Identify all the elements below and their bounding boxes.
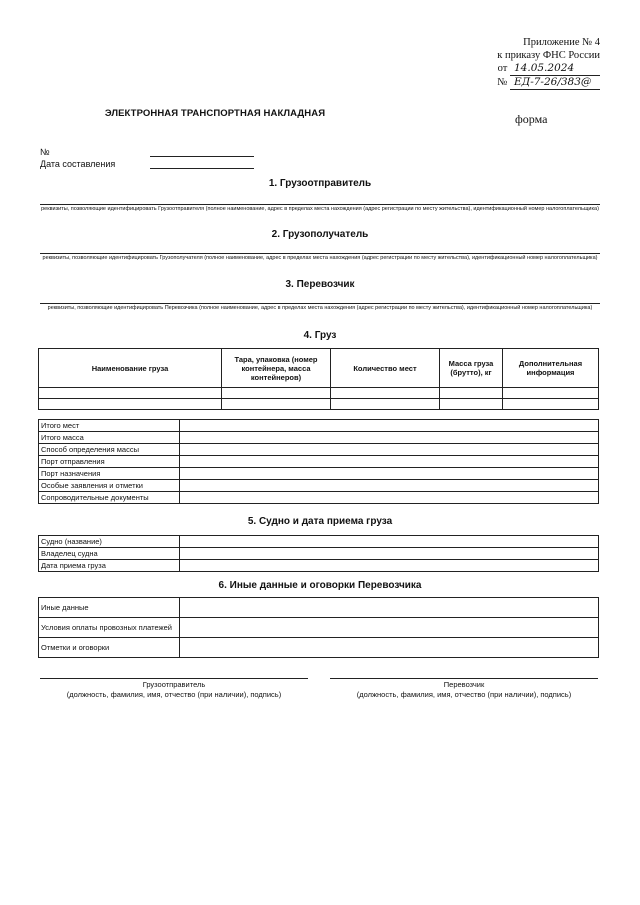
appendix-line-1: Приложение № 4 — [523, 37, 600, 48]
vessel-value[interactable] — [180, 560, 599, 572]
section-cargo-title: 4. Груз — [303, 330, 337, 341]
summary-row — [39, 444, 599, 456]
carrier-signature-hint: (должность, фамилия, имя, отчество (при наличии), подпись) — [356, 690, 572, 699]
appendix-date-prefix: от — [497, 63, 508, 74]
cargo-cell[interactable] — [503, 388, 599, 399]
summary-label: Способ определения массы — [39, 444, 180, 456]
other-row — [39, 638, 599, 658]
cargo-cell[interactable] — [440, 388, 503, 399]
date-label: Дата составления — [40, 159, 116, 169]
cargo-cell[interactable] — [331, 388, 440, 399]
appendix-date-value: 14.05.2024 — [510, 62, 600, 76]
summary-label: Итого масса — [39, 432, 180, 444]
other-label: Отметки и оговорки — [39, 638, 180, 658]
cargo-table — [38, 348, 599, 410]
cargo-col-name: Наименование груза — [39, 349, 222, 388]
table-row — [39, 399, 599, 410]
consignee-hint: реквизиты, позволяющие идентифицировать Грузополучателя (полное наименование, адрес в пределах места нахождения (адрес регистрации по месту жительства), идентификационный номер налогоплательщика) — [42, 255, 598, 261]
summary-value[interactable] — [180, 444, 599, 456]
cargo-summary-table — [38, 419, 599, 504]
summary-row — [39, 480, 599, 492]
appendix-number-prefix: № — [497, 77, 508, 88]
form-label: форма — [515, 112, 548, 126]
cargo-cell[interactable] — [222, 388, 331, 399]
section-vessel-title: 5. Судно и дата приема груза — [247, 516, 393, 527]
appendix-header — [450, 36, 600, 90]
date-field[interactable] — [150, 168, 254, 169]
cargo-col-info: Дополнительная информация — [503, 349, 599, 388]
carrier-signature-title: Перевозчик — [443, 680, 485, 689]
shipper-signature-line[interactable] — [40, 678, 308, 679]
section-carrier-title: 3. Перевозчик — [285, 279, 355, 290]
other-value[interactable] — [180, 638, 599, 658]
summary-label: Сопроводительные документы — [39, 492, 180, 504]
shipper-signature-hint: (должность, фамилия, имя, отчество (при наличии), подпись) — [66, 690, 282, 699]
summary-value[interactable] — [180, 420, 599, 432]
summary-label: Особые заявления и отметки — [39, 480, 180, 492]
vessel-row — [39, 560, 599, 572]
vessel-value[interactable] — [180, 536, 599, 548]
cargo-cell[interactable] — [222, 399, 331, 410]
summary-value[interactable] — [180, 480, 599, 492]
cargo-cell[interactable] — [39, 388, 222, 399]
appendix-line-2: к приказу ФНС России — [497, 50, 600, 61]
consignee-field[interactable] — [40, 253, 600, 254]
section-shipper-title: 1. Грузоотправитель — [268, 178, 372, 189]
summary-label: Итого мест — [39, 420, 180, 432]
other-label: Иные данные — [39, 598, 180, 618]
carrier-signature-line[interactable] — [330, 678, 598, 679]
vessel-row — [39, 548, 599, 560]
summary-row — [39, 420, 599, 432]
appendix-number-row — [450, 76, 600, 90]
other-label: Условия оплаты провозных платежей — [39, 618, 180, 638]
cargo-col-weight: Масса груза (брутто), кг — [440, 349, 503, 388]
other-table — [38, 597, 599, 658]
number-field[interactable] — [150, 156, 254, 157]
summary-label: Порт отправления — [39, 456, 180, 468]
summary-value[interactable] — [180, 468, 599, 480]
other-row — [39, 618, 599, 638]
cargo-col-packaging: Тара, упаковка (номер контейнера, масса контейнеров) — [222, 349, 331, 388]
cargo-cell[interactable] — [503, 399, 599, 410]
vessel-label: Владелец судна — [39, 548, 180, 560]
document-title: ЭЛЕКТРОННАЯ ТРАНСПОРТНАЯ НАКЛАДНАЯ — [104, 108, 326, 119]
summary-row — [39, 468, 599, 480]
number-label: № — [40, 147, 50, 157]
appendix-date-row — [450, 62, 600, 76]
shipper-signature-title: Грузоотправитель — [142, 680, 206, 689]
vessel-table — [38, 535, 599, 572]
carrier-hint: реквизиты, позволяющие идентифицировать Перевозчика (полное наименование, адрес в пределах места нахождения (адрес регистрации по месту жительства), идентификационный номер налогоплательщика) — [47, 305, 593, 311]
other-value[interactable] — [180, 598, 599, 618]
summary-row — [39, 432, 599, 444]
carrier-field[interactable] — [40, 303, 600, 304]
cargo-cell[interactable] — [440, 399, 503, 410]
appendix-number-value: ЕД-7-26/383@ — [510, 76, 600, 90]
other-row — [39, 598, 599, 618]
cargo-header-row — [39, 349, 599, 388]
vessel-label: Судно (название) — [39, 536, 180, 548]
summary-label: Порт назначения — [39, 468, 180, 480]
cargo-cell[interactable] — [331, 399, 440, 410]
carrier-signature-block — [330, 680, 598, 700]
section-consignee-title: 2. Грузополучатель — [271, 229, 369, 240]
vessel-value[interactable] — [180, 548, 599, 560]
shipper-field[interactable] — [40, 204, 600, 205]
summary-row — [39, 456, 599, 468]
cargo-col-places: Количество мест — [331, 349, 440, 388]
other-value[interactable] — [180, 618, 599, 638]
cargo-cell[interactable] — [39, 399, 222, 410]
vessel-label: Дата приема груза — [39, 560, 180, 572]
shipper-hint: реквизиты, позволяющие идентифицировать Грузоотправителя (полное наименование, адрес в пределах места нахождения (адрес регистрации по месту жительства), идентификационный номер налогоплательщика) — [41, 206, 599, 212]
section-other-title: 6. Иные данные и оговорки Перевозчика — [218, 580, 422, 591]
summary-value[interactable] — [180, 432, 599, 444]
summary-value[interactable] — [180, 456, 599, 468]
shipper-signature-block — [40, 680, 308, 700]
vessel-row — [39, 536, 599, 548]
table-row — [39, 388, 599, 399]
summary-row — [39, 492, 599, 504]
summary-value[interactable] — [180, 492, 599, 504]
